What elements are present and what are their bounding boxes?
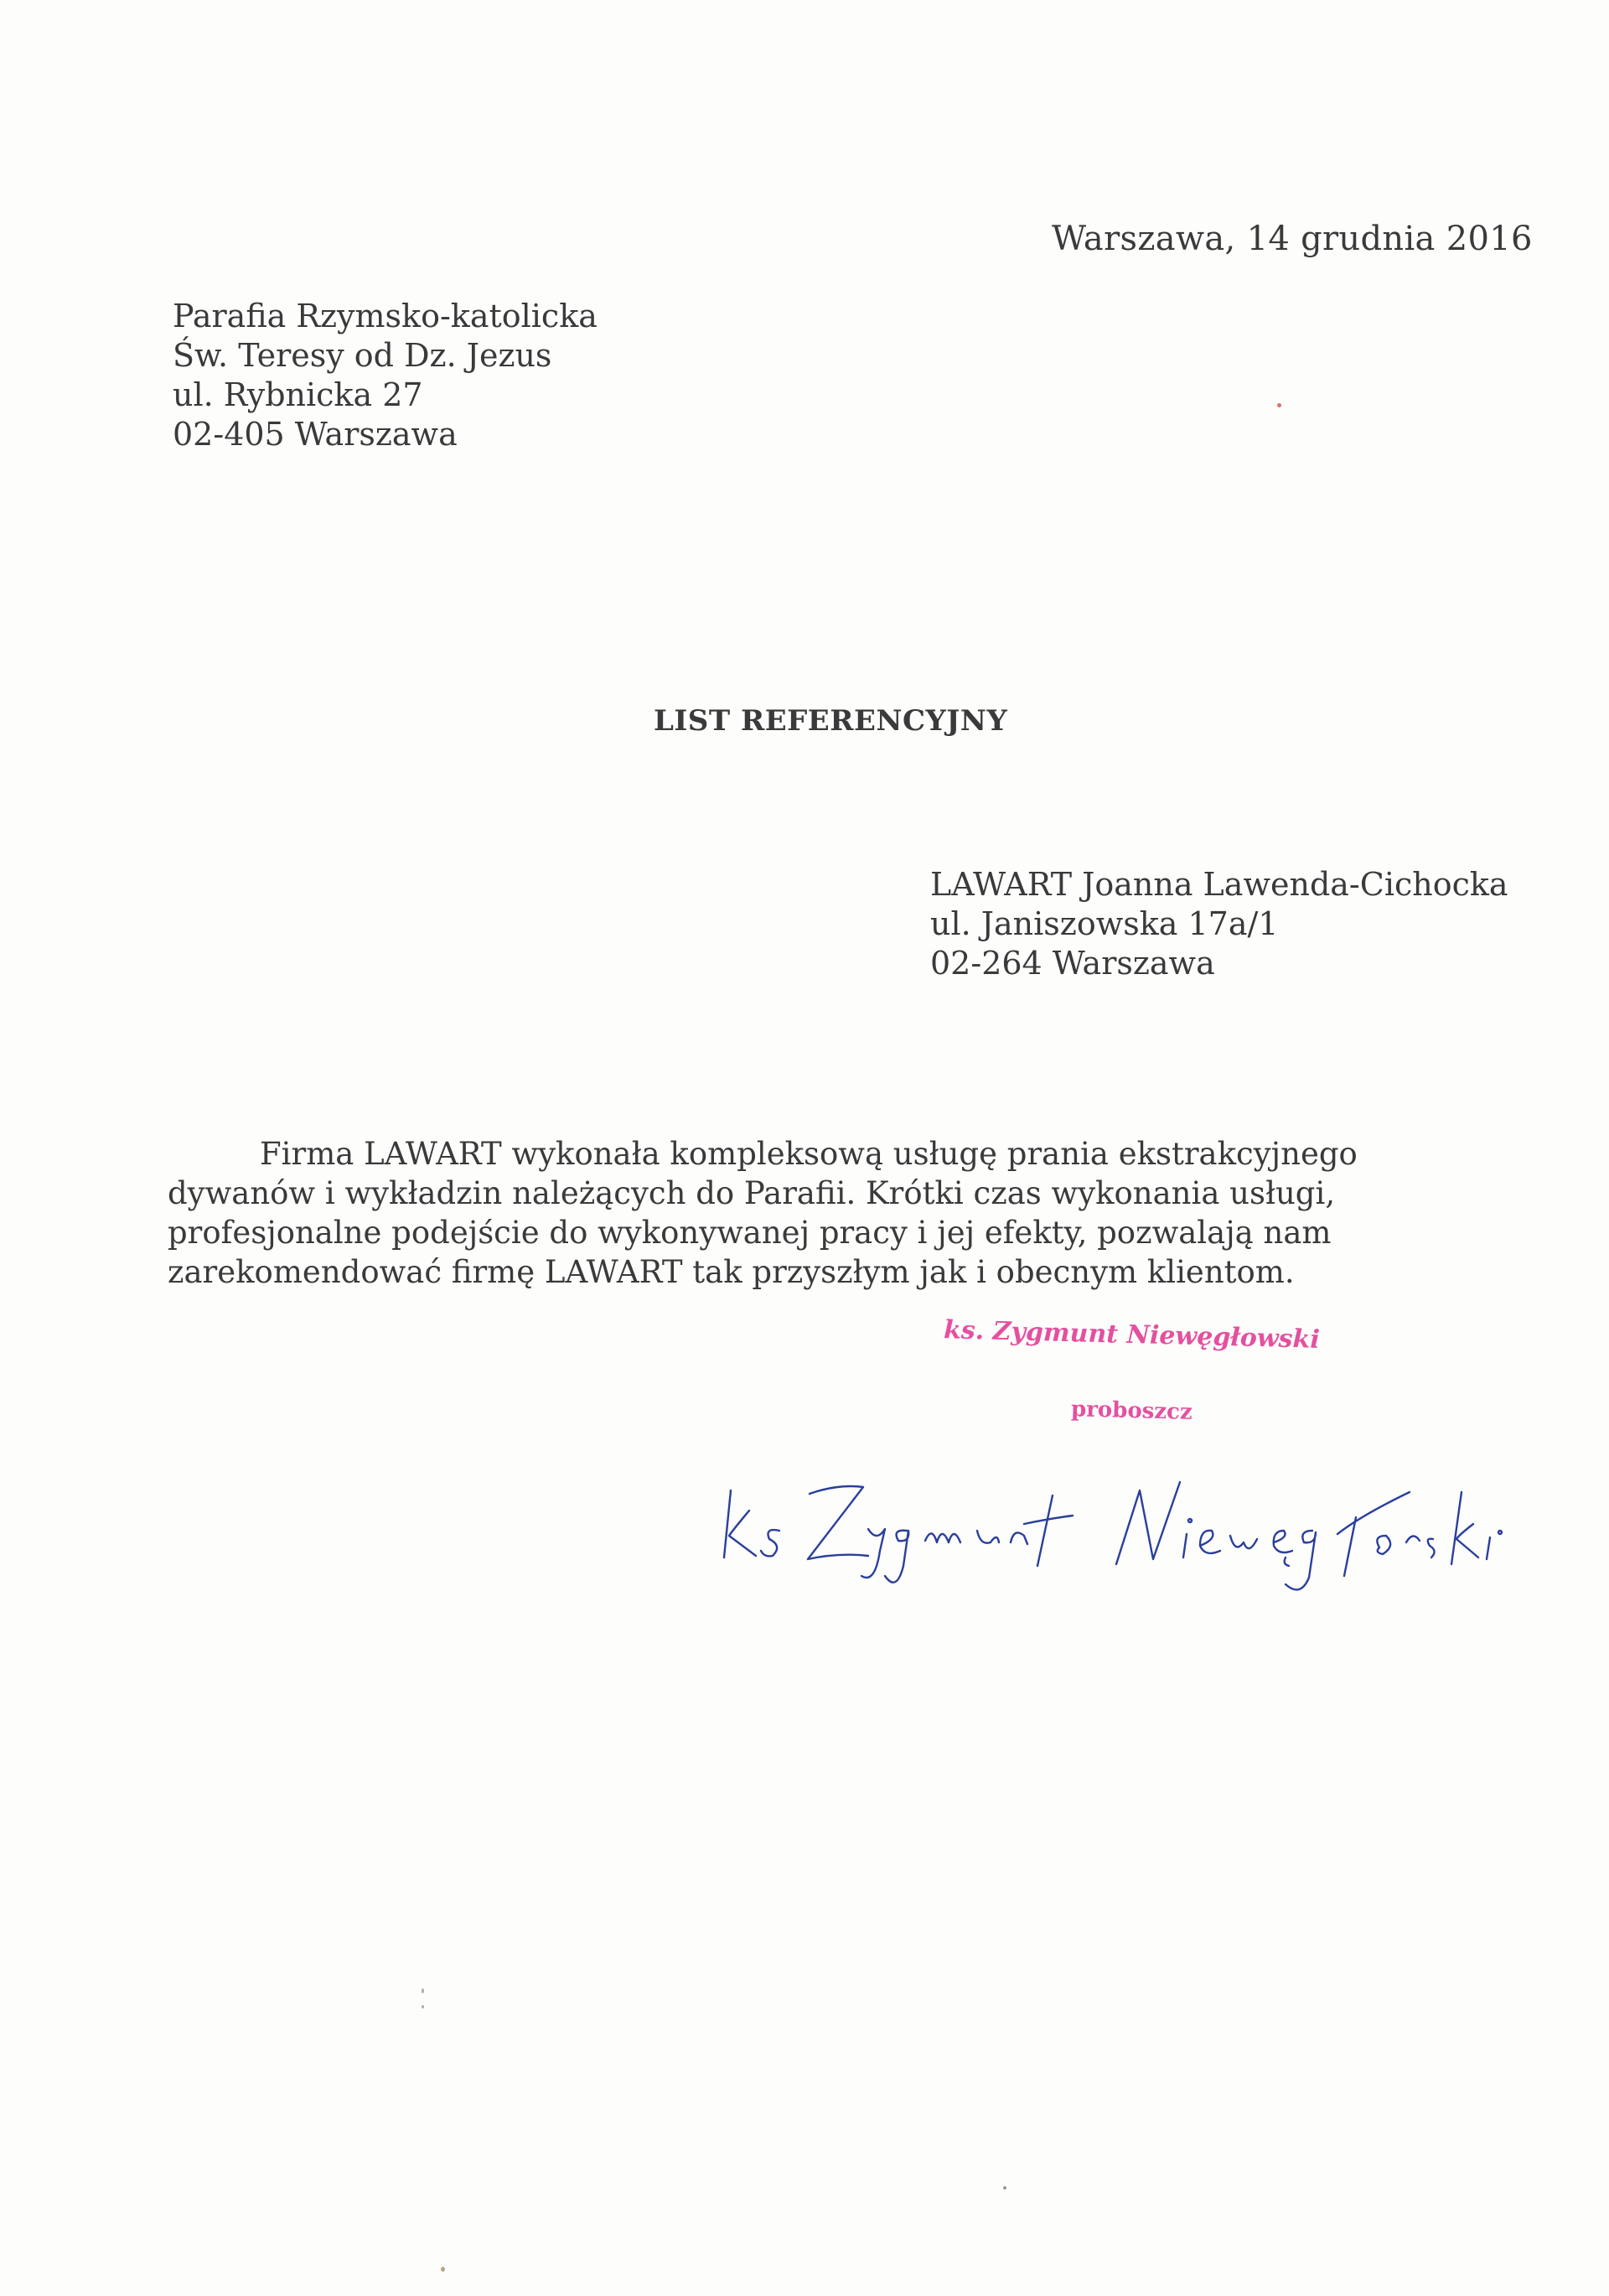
stamp-name: ks. Zygmunt Niewęgłowski bbox=[943, 1315, 1321, 1355]
scan-speck bbox=[441, 2267, 445, 2272]
scan-speck bbox=[1277, 403, 1281, 407]
recipient-line-3: 02-264 Warszawa bbox=[930, 945, 1215, 982]
sender-line-4: 02-405 Warszawa bbox=[173, 416, 458, 453]
letter-body bbox=[168, 1134, 1450, 1292]
letter-date: Warszawa, 14 grudnia 2016 bbox=[1052, 220, 1533, 258]
scan-speck bbox=[1003, 2186, 1006, 2190]
body-paragraph: Firma LAWART wykonała kompleksową usługę prania ekstrakcyjnego dywanów i wykładzin należących do Parafii. Krótki czas wykonania usługi, profesjonalne podejście do wykonywanej pracy i jej efekty, pozwalają nam zarekomendować firmę LAWART tak przyszłym jak i obecnym klientom. bbox=[168, 1136, 1358, 1290]
handwritten-signature bbox=[721, 1459, 1525, 1609]
scan-speck bbox=[422, 2005, 424, 2008]
sender-line-1: Parafia Rzymsko-katolicka bbox=[173, 298, 598, 334]
recipient-address bbox=[930, 865, 1508, 983]
scan-speck bbox=[422, 1988, 424, 1993]
sender-line-3: ul. Rybnicka 27 bbox=[173, 376, 423, 413]
stamp-role: proboszcz bbox=[1070, 1397, 1193, 1425]
sender-line-2: Św. Teresy od Dz. Jezus bbox=[173, 337, 552, 374]
sender-address bbox=[173, 297, 598, 454]
letter-title: LIST REFERENCYJNY bbox=[654, 704, 1008, 738]
recipient-line-1: LAWART Joanna Lawenda-Cichocka bbox=[930, 866, 1508, 903]
recipient-line-2: ul. Janiszowska 17a/1 bbox=[930, 905, 1279, 942]
